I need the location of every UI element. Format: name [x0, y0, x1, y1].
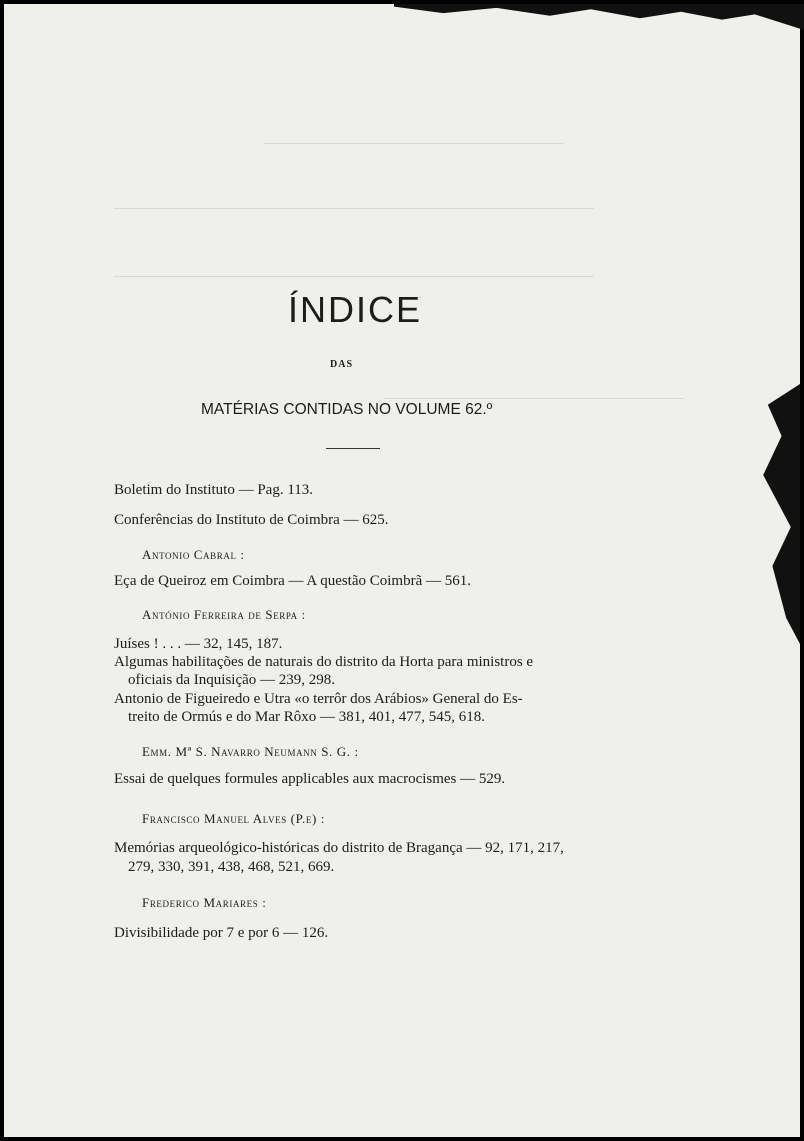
title-divider: [326, 448, 380, 449]
bleed-through-text: [384, 384, 684, 399]
index-entry: Algumas habilitações de naturais do distrito da Horta para ministros e: [114, 654, 534, 670]
author-heading: António Ferreira de Serpa :: [142, 607, 306, 622]
index-entry: Antonio de Figueiredo e Utra «o terrôr dos Arábios» General do Es-: [114, 691, 523, 707]
author-heading: Frederico Mariares :: [142, 895, 267, 910]
index-entry: Conferências do Instituto de Coimbra — 625.: [114, 512, 389, 528]
index-entry: oficiais da Inquisição — 239, 298.: [128, 672, 336, 688]
author-heading: Francisco Manuel Alves (P.e) :: [142, 811, 325, 826]
bleed-through-text: [114, 262, 594, 277]
page-title: ÍNDICE: [288, 289, 423, 330]
bleed-through-text: [114, 194, 594, 209]
index-entry: Eça de Queiroz em Coimbra — A questão Coimbrã — 561.: [114, 573, 472, 589]
index-entry: Juíses ! . . . — 32, 145, 187.: [114, 636, 283, 652]
page-subtitle: MATÉRIAS CONTIDAS NO VOLUME 62.º: [201, 401, 493, 418]
title-connector: DAS: [330, 359, 354, 370]
document-page: [4, 4, 800, 1137]
index-entry: 279, 330, 391, 438, 468, 521, 669.: [128, 859, 335, 875]
index-entry: treito de Ormús e do Mar Rôxo — 381, 401, 477, 545, 618.: [128, 709, 486, 725]
index-entry: Memórias arqueológico-históricas do distrito de Bragança — 92, 171, 217,: [114, 840, 564, 856]
author-heading: Antonio Cabral :: [142, 547, 245, 562]
author-heading: Emm. Mª S. Navarro Neumann S. G. :: [142, 744, 359, 759]
bleed-through-text: [264, 129, 564, 144]
index-entry: Divisibilidade por 7 e por 6 — 126.: [114, 925, 329, 941]
torn-edge-top: [394, 4, 804, 30]
index-entry: Boletim do Instituto — Pag. 113.: [114, 482, 314, 498]
index-entry: Essai de quelques formules applicables aux macrocismes — 529.: [114, 771, 506, 787]
torn-edge-right: [754, 384, 800, 644]
